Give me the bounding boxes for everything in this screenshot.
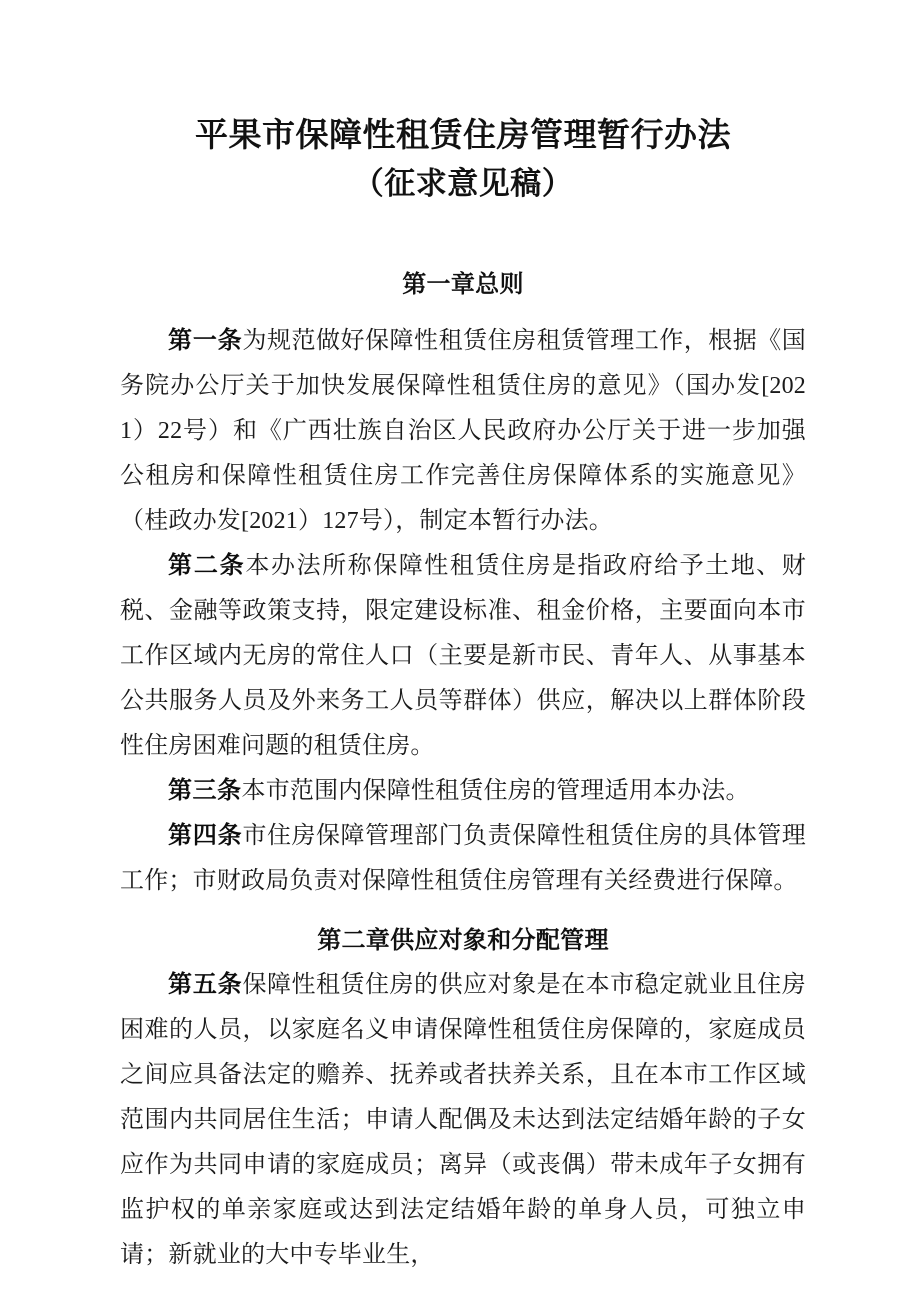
- page-subtitle: （征求意见稿）: [352, 166, 574, 201]
- article-paragraph: [120, 814, 806, 904]
- article-label: 第五条: [168, 972, 243, 998]
- page-title: 平果市保障性租赁住房管理暂行办法: [195, 116, 731, 153]
- chapter-heading-1: 第一章总则: [402, 271, 524, 298]
- article-text: 本市范围内保障性租赁住房的管理适用本办法。: [241, 778, 750, 804]
- article-label: 第一条: [168, 328, 243, 354]
- article-paragraph: [120, 319, 806, 544]
- document-content: [120, 0, 806, 1278]
- article-text: 为规范做好保障性租赁住房租赁管理工作，根据《国务院办公厅关于加快发展保障性租赁住房的意见》（国办发[2021）22号）和《广西壮族自治区人民政府办公厅关于进一步加强公租房和保障性租赁住房工作完善住房保障体系的实施意见》（桂政办发[2021）127号），制定本暂行办法。: [120, 328, 806, 534]
- article-text: 市住房保障管理部门负责保障性租赁住房的具体管理工作；市财政局负责对保障性租赁住房管理有关经费进行保障。: [120, 823, 806, 894]
- article-label: 第四条: [168, 823, 243, 849]
- chapter-heading-2: 第二章供应对象和分配管理: [317, 927, 609, 954]
- article-paragraph: [120, 769, 806, 814]
- article-label: 第三条: [168, 778, 242, 804]
- article-label: 第二条: [168, 553, 246, 579]
- article-text: 本办法所称保障性租赁住房是指政府给予土地、财税、金融等政策支持，限定建设标准、租金价格，主要面向本市工作区域内无房的常住人口（主要是新市民、青年人、从事基本公共服务人员及外来务工人员等群体）供应，解决以上群体阶段性住房困难问题的租赁住房。: [120, 553, 806, 759]
- article-paragraph: [120, 963, 806, 1278]
- article-text: 保障性租赁住房的供应对象是在本市稳定就业且住房困难的人员，以家庭名义申请保障性租赁住房保障的，家庭成员之间应具备法定的赡养、抚养或者扶养关系，且在本市工作区域范围内共同居住生活；申请人配偶及未达到法定结婚年龄的子女应作为共同申请的家庭成员；离异（或丧偶）带未成年子女拥有监护权的单亲家庭或达到法定结婚年龄的单身人员，可独立申请；新就业的大中专毕业生，: [120, 972, 806, 1268]
- article-paragraph: [120, 544, 806, 769]
